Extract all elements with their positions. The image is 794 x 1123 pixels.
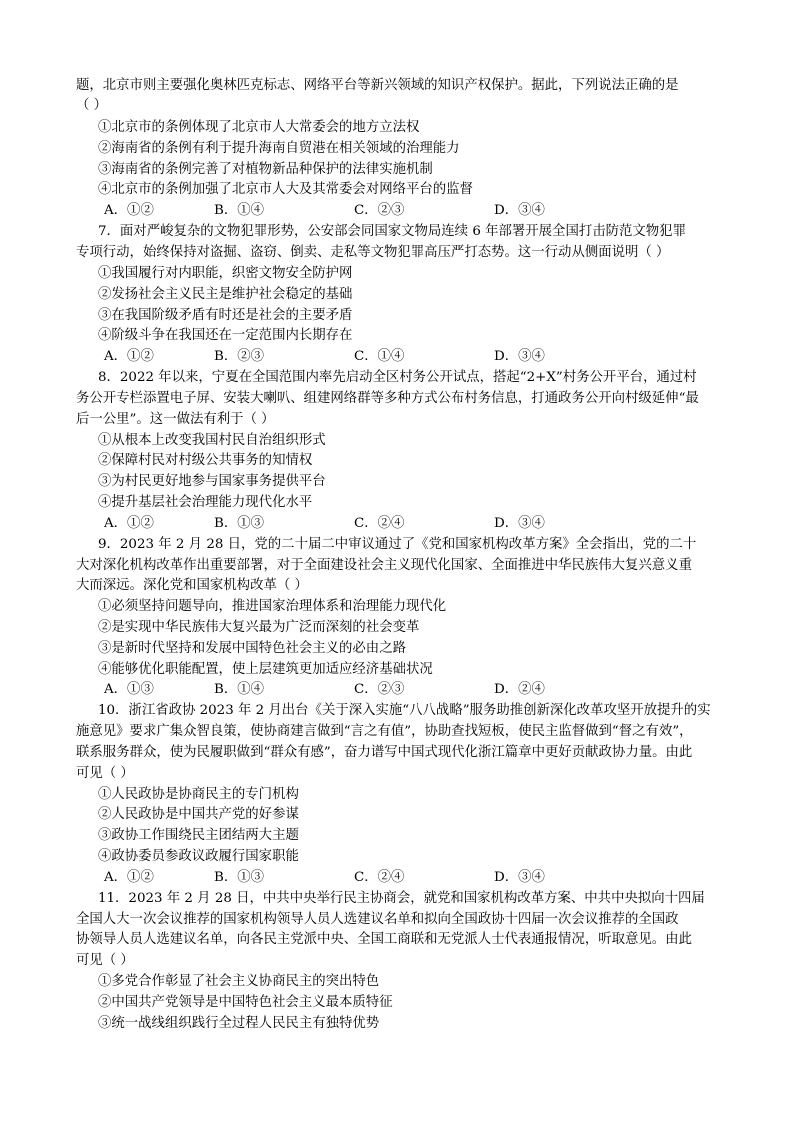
question-11-stem-line: 全国人大一次会议推荐的国家机构领导人员人选建议名单和拟向全国政协十四届一次会议推荐的全国政 [76, 912, 679, 927]
question-6-item-2: ②海南省的条例有利于提升海南自贸港在相关领域的治理能力 [98, 141, 460, 156]
question-10-item-1: ①人民政协是协商民主的专门机构 [98, 787, 299, 802]
question-6-item-1: ①北京市的条例体现了北京市人大常委会的地方立法权 [98, 120, 420, 135]
question-7-item-4: ④阶级斗争在我国还在一定范围内长期存在 [98, 328, 353, 343]
option-a[interactable]: A．①② [104, 203, 154, 218]
option-c[interactable]: C．②④ [354, 516, 405, 531]
option-d[interactable]: D．③④ [494, 870, 545, 885]
question-8-item-2: ②保障村民对村级公共事务的知情权 [98, 453, 313, 468]
question-8-stem-line: 后一公里”。这一做法有利于（ ） [76, 412, 275, 427]
question-6-stem-line: 题，北京市则主要强化奥林匹克标志、网络平台等新兴领域的知识产权保护。据此，下列说法正确的是 [76, 78, 679, 93]
question-10-item-4: ④政协委员参政议政履行国家职能 [98, 849, 299, 864]
question-11-stem-line: 11．2023 年 2 月 28 日，中共中央举行民主协商会，就党和国家机构改革方案、中共中央拟向十四届 [98, 891, 705, 906]
question-9-item-3: ③是新时代坚持和发展中国特色社会主义的必由之路 [98, 641, 406, 656]
question-6-item-3: ③海南省的条例完善了对植物新品种保护的法律实施机制 [98, 162, 433, 177]
option-a[interactable]: A．①② [104, 870, 154, 885]
question-7-stem-line: 7．面对严峻复杂的文物犯罪形势，公安部会同国家文物局连续 6 年部署开展全国打击防范文物犯罪 [98, 224, 686, 239]
question-10-stem-line: 联系服务群众，使为民履职做到“群众有感”，奋力谱写中国式现代化浙江篇章中更好贡献政协力量。由此 [76, 745, 693, 760]
question-6-item-4: ④北京市的条例加强了北京市人大及其常委会对网络平台的监督 [98, 182, 473, 197]
option-a[interactable]: A．①② [104, 516, 154, 531]
question-6-answer-bracket: （ ） [76, 98, 108, 113]
question-10-stem-line: 可见（ ） [76, 766, 134, 781]
option-a[interactable]: A．①③ [104, 682, 154, 697]
question-9-stem-line: 大对深化机构改革作出重要部署，对于全面建设社会主义现代化国家、全面推进中华民族伟大复兴意义重 [76, 558, 692, 573]
question-7-item-1: ①我国履行对内职能，织密文物安全防护网 [98, 266, 353, 281]
question-8-stem-line: 务公开专栏添置电子屏、安装大喇叭、组建网络群等多种方式公布村务信息，打通政务公开向村级延伸“最 [76, 391, 699, 406]
option-b[interactable]: B．②③ [214, 349, 265, 364]
option-b[interactable]: B．①③ [214, 516, 265, 531]
question-7-stem-line: 专项行动，始终保持对盗掘、盗窃、倒卖、走私等文物犯罪高压严打态势。这一行动从侧面说明（ ） [76, 245, 670, 260]
question-8-item-4: ④提升基层社会治理能力现代化水平 [98, 495, 313, 510]
option-d[interactable]: D．③④ [494, 516, 545, 531]
question-9-item-2: ②是实现中华民族伟大复兴最为广泛而深刻的社会变革 [98, 620, 420, 635]
question-9-item-1: ①必须坚持问题导向，推进国家治理体系和治理能力现代化 [98, 599, 447, 614]
question-11-item-3: ③统一战线组织践行全过程人民民主有独特优势 [98, 1016, 380, 1031]
question-7-item-2: ②发扬社会主义民主是维护社会稳定的基础 [98, 287, 353, 302]
question-6-options [0, 201, 794, 221]
question-9-options [0, 680, 794, 700]
question-10-stem-line: 10．浙江省政协 2023 年 2 月出台《关于深入实施“八八战略”服务助推创新深化改革攻坚开放提升的实 [98, 703, 711, 718]
question-11-item-1: ①多党合作彰显了社会主义协商民主的突出特色 [98, 974, 380, 989]
question-11-stem-line: 可见（ ） [76, 953, 134, 968]
question-9-stem-line: 9．2023 年 2 月 28 日，党的二十届二中审议通过了《党和国家机构改革方案》全会指出，党的二十 [98, 537, 697, 552]
question-9-stem-line: 大而深远。深化党和国家机构改革（ ） [76, 578, 308, 593]
option-d[interactable]: D．③④ [494, 203, 545, 218]
question-9-item-4: ④能够优化职能配置，使上层建筑更加适应经济基础状况 [98, 662, 433, 677]
option-c[interactable]: C．②③ [354, 682, 405, 697]
question-8-options [0, 514, 794, 534]
option-c[interactable]: C．②④ [354, 870, 405, 885]
option-b[interactable]: B．①④ [214, 203, 265, 218]
question-11-item-2: ②中国共产党领导是中国特色社会主义最本质特征 [98, 995, 393, 1010]
question-10-stem-line: 施意见》要求广集众智良策，使协商建言做到“言之有值”，协助查找短板，使民主监督做到“督之有效”， [76, 724, 693, 739]
question-8-stem-line: 8．2022 年以来，宁夏在全国范围内率先启动全区村务公开试点，搭起“2+X”村务公开平台，通过村 [98, 370, 697, 385]
question-10-options [0, 868, 794, 888]
question-7-options [0, 347, 794, 367]
option-a[interactable]: A．①② [104, 349, 154, 364]
question-7-item-3: ③在我国阶级矛盾有时还是社会的主要矛盾 [98, 308, 353, 323]
option-c[interactable]: C．①④ [354, 349, 405, 364]
option-b[interactable]: B．①③ [214, 870, 265, 885]
question-8-item-1: ①从根本上改变我国村民自治组织形式 [98, 433, 326, 448]
option-b[interactable]: B．①④ [214, 682, 265, 697]
question-11-stem-line: 协领导人员人选建议名单，向各民主党派中央、全国工商联和无党派人士代表通报情况，听取意见。由此 [76, 932, 692, 947]
question-8-item-3: ③为村民更好地参与国家事务提供平台 [98, 474, 326, 489]
question-10-item-2: ②人民政协是中国共产党的好参谋 [98, 807, 299, 822]
question-10-item-3: ③政协工作围绕民主团结两大主题 [98, 828, 299, 843]
option-d[interactable]: D．②④ [494, 682, 545, 697]
option-d[interactable]: D．③④ [494, 349, 545, 364]
option-c[interactable]: C．②③ [354, 203, 405, 218]
